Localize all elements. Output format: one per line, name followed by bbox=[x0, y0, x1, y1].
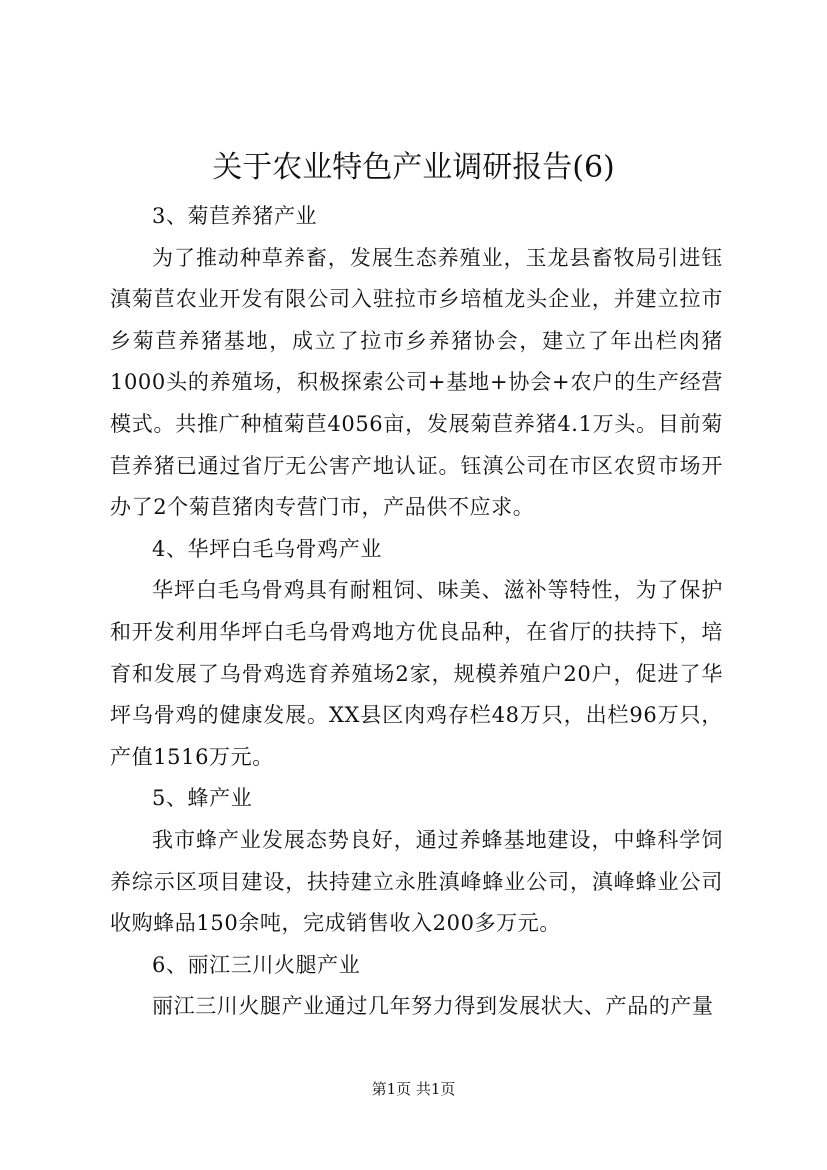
document-body bbox=[110, 196, 723, 1028]
section-heading-5: 5、蜂产业 bbox=[152, 786, 253, 811]
paragraph-chicory-pig: 为了推动种草养畜，发展生态养殖业，玉龙县畜牧局引进钰滇菊苣农业开发有限公司入驻拉市乡培植龙头企业，并建立拉市乡菊苣养猪基地，成立了拉市乡养猪协会，建立了年出栏肉猪1000头的养殖场，积极探索公司+基地+协会+农户的生产经营模式。共推广种植菊苣4056亩，发展菊苣养猪4.1万头。目前菊苣养猪已通过省厅无公害产地认证。钰滇公司在市区农贸市场开办了2个菊苣猪肉专营门市，产品供不应求。 bbox=[110, 245, 723, 520]
section-heading-3: 3、菊苣养猪产业 bbox=[152, 204, 318, 228]
section-heading-6: 6、丽江三川火腿产业 bbox=[152, 952, 361, 977]
page-footer: 第1页 共1页 bbox=[371, 1080, 456, 1098]
paragraph-ham-industry: 丽江三川火腿产业通过几年努力得到发展状大、产品的产量 bbox=[152, 994, 714, 1019]
paragraph-bee-industry: 我市蜂产业发展态势良好，通过养蜂基地建设，中蜂科学饲养综示区项目建设，扶持建立永胜滇峰蜂业公司，滇峰蜂业公司收购蜂品150余吨，完成销售收入200多万元。 bbox=[110, 827, 723, 936]
section-heading-4: 4、华坪白毛乌骨鸡产业 bbox=[152, 536, 382, 561]
paragraph-black-bone-chicken: 华坪白毛乌骨鸡具有耐粗饲、味美、滋补等特性，为了保护和开发利用华坪白毛乌骨鸡地方优良品种，在省厅的扶持下，培育和发展了乌骨鸡选育养殖场2家，规模养殖户20户，促进了华坪乌骨鸡的健康发展。XX县区肉鸡存栏48万只，出栏96万只，产值1516万元。 bbox=[110, 578, 723, 769]
document-title: 关于农业特色产业调研报告(6) bbox=[212, 150, 615, 185]
